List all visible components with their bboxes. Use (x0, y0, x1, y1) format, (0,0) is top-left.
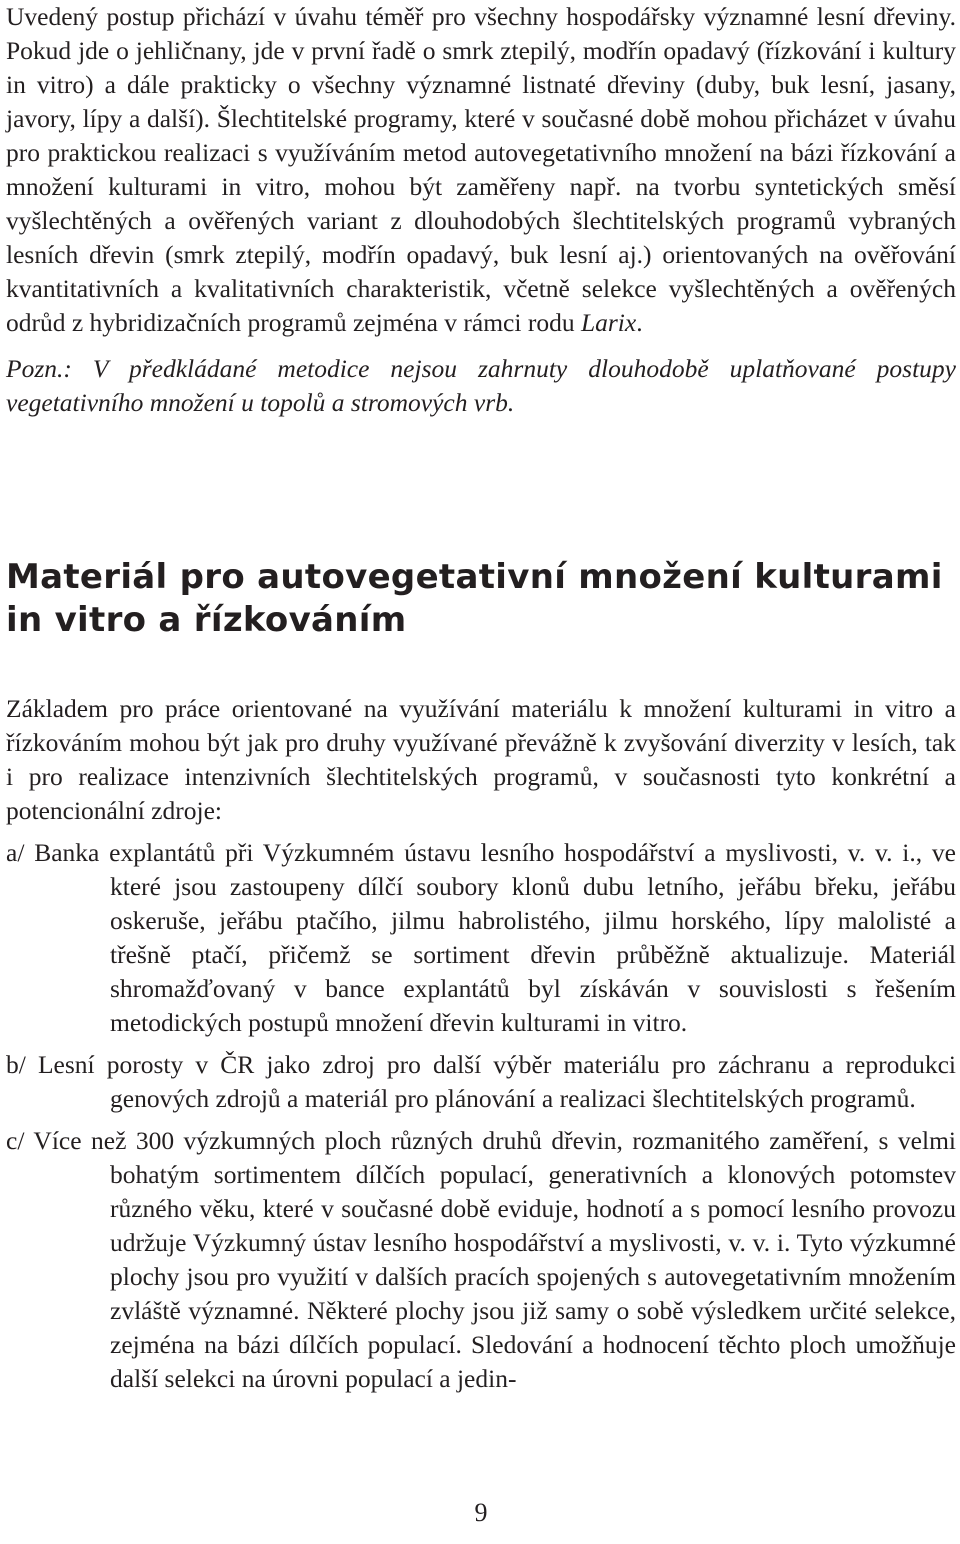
genus-name: Larix (580, 308, 637, 337)
list-marker: b/ (6, 1050, 26, 1079)
list-item-b (6, 1048, 956, 1116)
list-item-a (6, 836, 956, 1040)
intro-paragraph-end: . (636, 308, 643, 337)
intro-section (6, 0, 956, 420)
intro-paragraph-text: Uvedený postup přichází v úvahu téměř pro všechny hospodářsky významné lesní dřeviny. Pokud jde o jehličnany, jde v první řadě o smrk ztepilý, modřín opadavý (řízkování i kultury in vitro) a dále prakticky o všechny významné listnaté dřeviny (duby, buk lesní, jasany, javory, lípy a další). Šlechtitelské programy, které v současné době mohou přicházet v úvahu pro praktickou realizaci s využíváním metod autovegetativního množení na bázi řízkování a množení kulturami in vitro, mohou být zaměřeny např. na tvorbu syntetických směsí vyšlechtěných a ověřených variant z dlouhodobých šlechtitelských programů vybraných lesních dřevin (smrk ztepilý, modřín opadavý, buk lesní aj.) orientovaných na ověřování kvantitativních a kvalitativních charakteristik, včetně selekce vyšlechtěných a ověřených odrůd z hybridizačních programů zejména v rámci rodu (6, 2, 956, 337)
list-item-c (6, 1124, 956, 1396)
note-label: Pozn. (6, 354, 64, 383)
list-item-text: Banka explantátů při Výzkumném ústavu lesního hospodářství a myslivosti, v. v. i., ve které jsou zastoupeny dílčí soubory klonů dubu letního, jeřábu břeku, jeřábu oskeruše, jeřábu ptačího, jilmu habrolistého, jilmu horského, lípy malolisté a třešně ptačí, přičemž se sortiment dřevin průběžně aktualizuje. Materiál shromažďovaný v bance explantátů byl získáván v souvislosti s řešením metodických postupů množení dřevin kulturami in vitro. (34, 838, 957, 1037)
page-number: 9 (474, 1498, 488, 1527)
note-paragraph (6, 352, 956, 420)
document-page (6, 0, 956, 1544)
list-marker: a/ (6, 838, 25, 867)
note-text: : V předkládané metodice nejsou zahrnuty dlouhodobě uplatňované postupy vegetativního množení u topolů a stromových vrb. (6, 354, 956, 417)
section-lead-paragraph: Základem pro práce orientované na využívání materiálu k množení kulturami in vitro a řízkováním mohou být jak pro druhy využívané převážně k zvyšování diverzity v lesích, tak i pro realizace intenzivních šlechtitelských programů, v současnosti tyto konkrétní a potencionální zdroje: (6, 694, 956, 825)
list-marker: c/ (6, 1126, 25, 1155)
intro-paragraph (6, 0, 956, 340)
section-body (6, 692, 956, 1396)
list-item-text: Lesní porosty v ČR jako zdroj pro další výběr materiálu pro záchranu a reprodukci genových zdrojů a materiál pro plánování a realizaci šlechtitelských programů. (37, 1050, 956, 1113)
section-heading: Materiál pro autovegetativní množení kulturami in vitro a řízkováním (6, 557, 943, 640)
list-item-text: Více než 300 výzkumných ploch různých druhů dřevin, rozmanitého zaměření, s velmi bohatým sortimentem dílčích populací, generativních a klonových potomstev různého věku, které v současné době eviduje, hodnotí a s pomocí lesního provozu udržuje Výzkumný ústav lesního hospodářství a myslivosti, v. v. i. Tyto výzkumné plochy jsou pro využití v dalších pracích spojených s autovegetativním množením zvláště významné. Některé plochy jsou již samy o sobě výsledkem určité selekce, zejména na bázi dílčích populací. Sledování a hodnocení těchto ploch umožňuje další selekci na úrovni populací a jedin- (33, 1126, 956, 1393)
